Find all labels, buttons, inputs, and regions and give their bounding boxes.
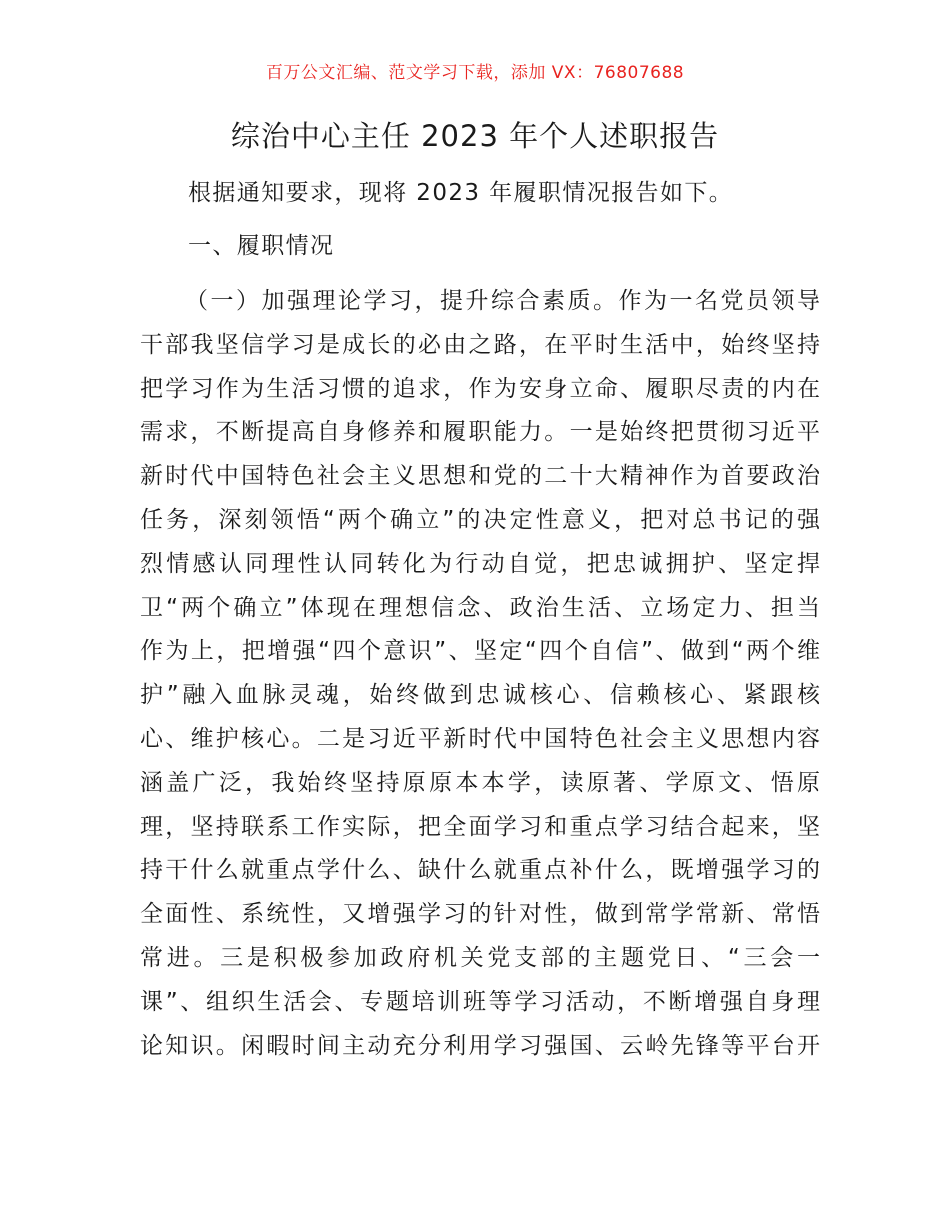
paragraph-line: 持干什么就重点学什么、缺什么就重点补什么，既增强学习的 [140,857,820,884]
paragraph-line: 作为上，把增强“四个意识”、坚定“四个自信”、做到“两个维 [140,638,820,665]
document-title: 综治中心主任 2023 年个人述职报告 [230,119,720,153]
paragraph-line: 全面性、系统性，又增强学习的针对性，做到常学常新、常悟 [140,901,820,928]
paragraph-line: 干部我坚信学习是成长的必由之路，在平时生活中，始终坚持 [140,331,820,358]
paragraph-line: 常进。三是积极参加政府机关党支部的主题党日、“三会一 [140,944,820,971]
paragraph-line: 护”融入血脉灵魂，始终做到忠诚核心、信赖核心、紧跟核 [140,682,820,709]
paragraph-line: 论知识。闲暇时间主动充分利用学习强国、云岭先锋等平台开 [140,1032,820,1059]
header-banner: 百万公文汇编、范文学习下载，添加 VX：76807688 [265,63,685,83]
paragraph-line: 卫“两个确立”体现在理想信念、政治生活、立场定力、担当 [140,594,820,621]
paragraph-line: 课”、组织生活会、专题培训班等学习活动，不断增强自身理 [140,988,820,1015]
paragraph-line: 涵盖广泛，我始终坚持原原本本学，读原著、学原文、悟原 [140,769,820,796]
paragraph-line: 新时代中国特色社会主义思想和党的二十大精神作为首要政治 [140,463,820,490]
paragraph-line: 需求，不断提高自身修养和履职能力。一是始终把贯彻习近平 [140,419,820,446]
paragraph-line: 理，坚持联系工作实际，把全面学习和重点学习结合起来，坚 [140,813,820,840]
body-paragraph [140,280,820,1068]
paragraph-line: 烈情感认同理性认同转化为行动自觉，把忠诚拥护、坚定捍 [140,550,820,577]
lead-sentence: 根据通知要求，现将 2023 年履职情况报告如下。 [188,180,734,206]
paragraph-line: 心、维护核心。二是习近平新时代中国特色社会主义思想内容 [140,725,820,752]
paragraph-line: （一）加强理论学习，提升综合素质。作为一名党员领导 [185,288,820,314]
paragraph-line: 把学习作为生活习惯的追求，作为安身立命、履职尽责的内在 [140,375,820,402]
paragraph-line: 任务，深刻领悟“两个确立”的决定性意义，把对总书记的强 [140,506,820,533]
section-heading: 一、履职情况 [188,233,335,259]
